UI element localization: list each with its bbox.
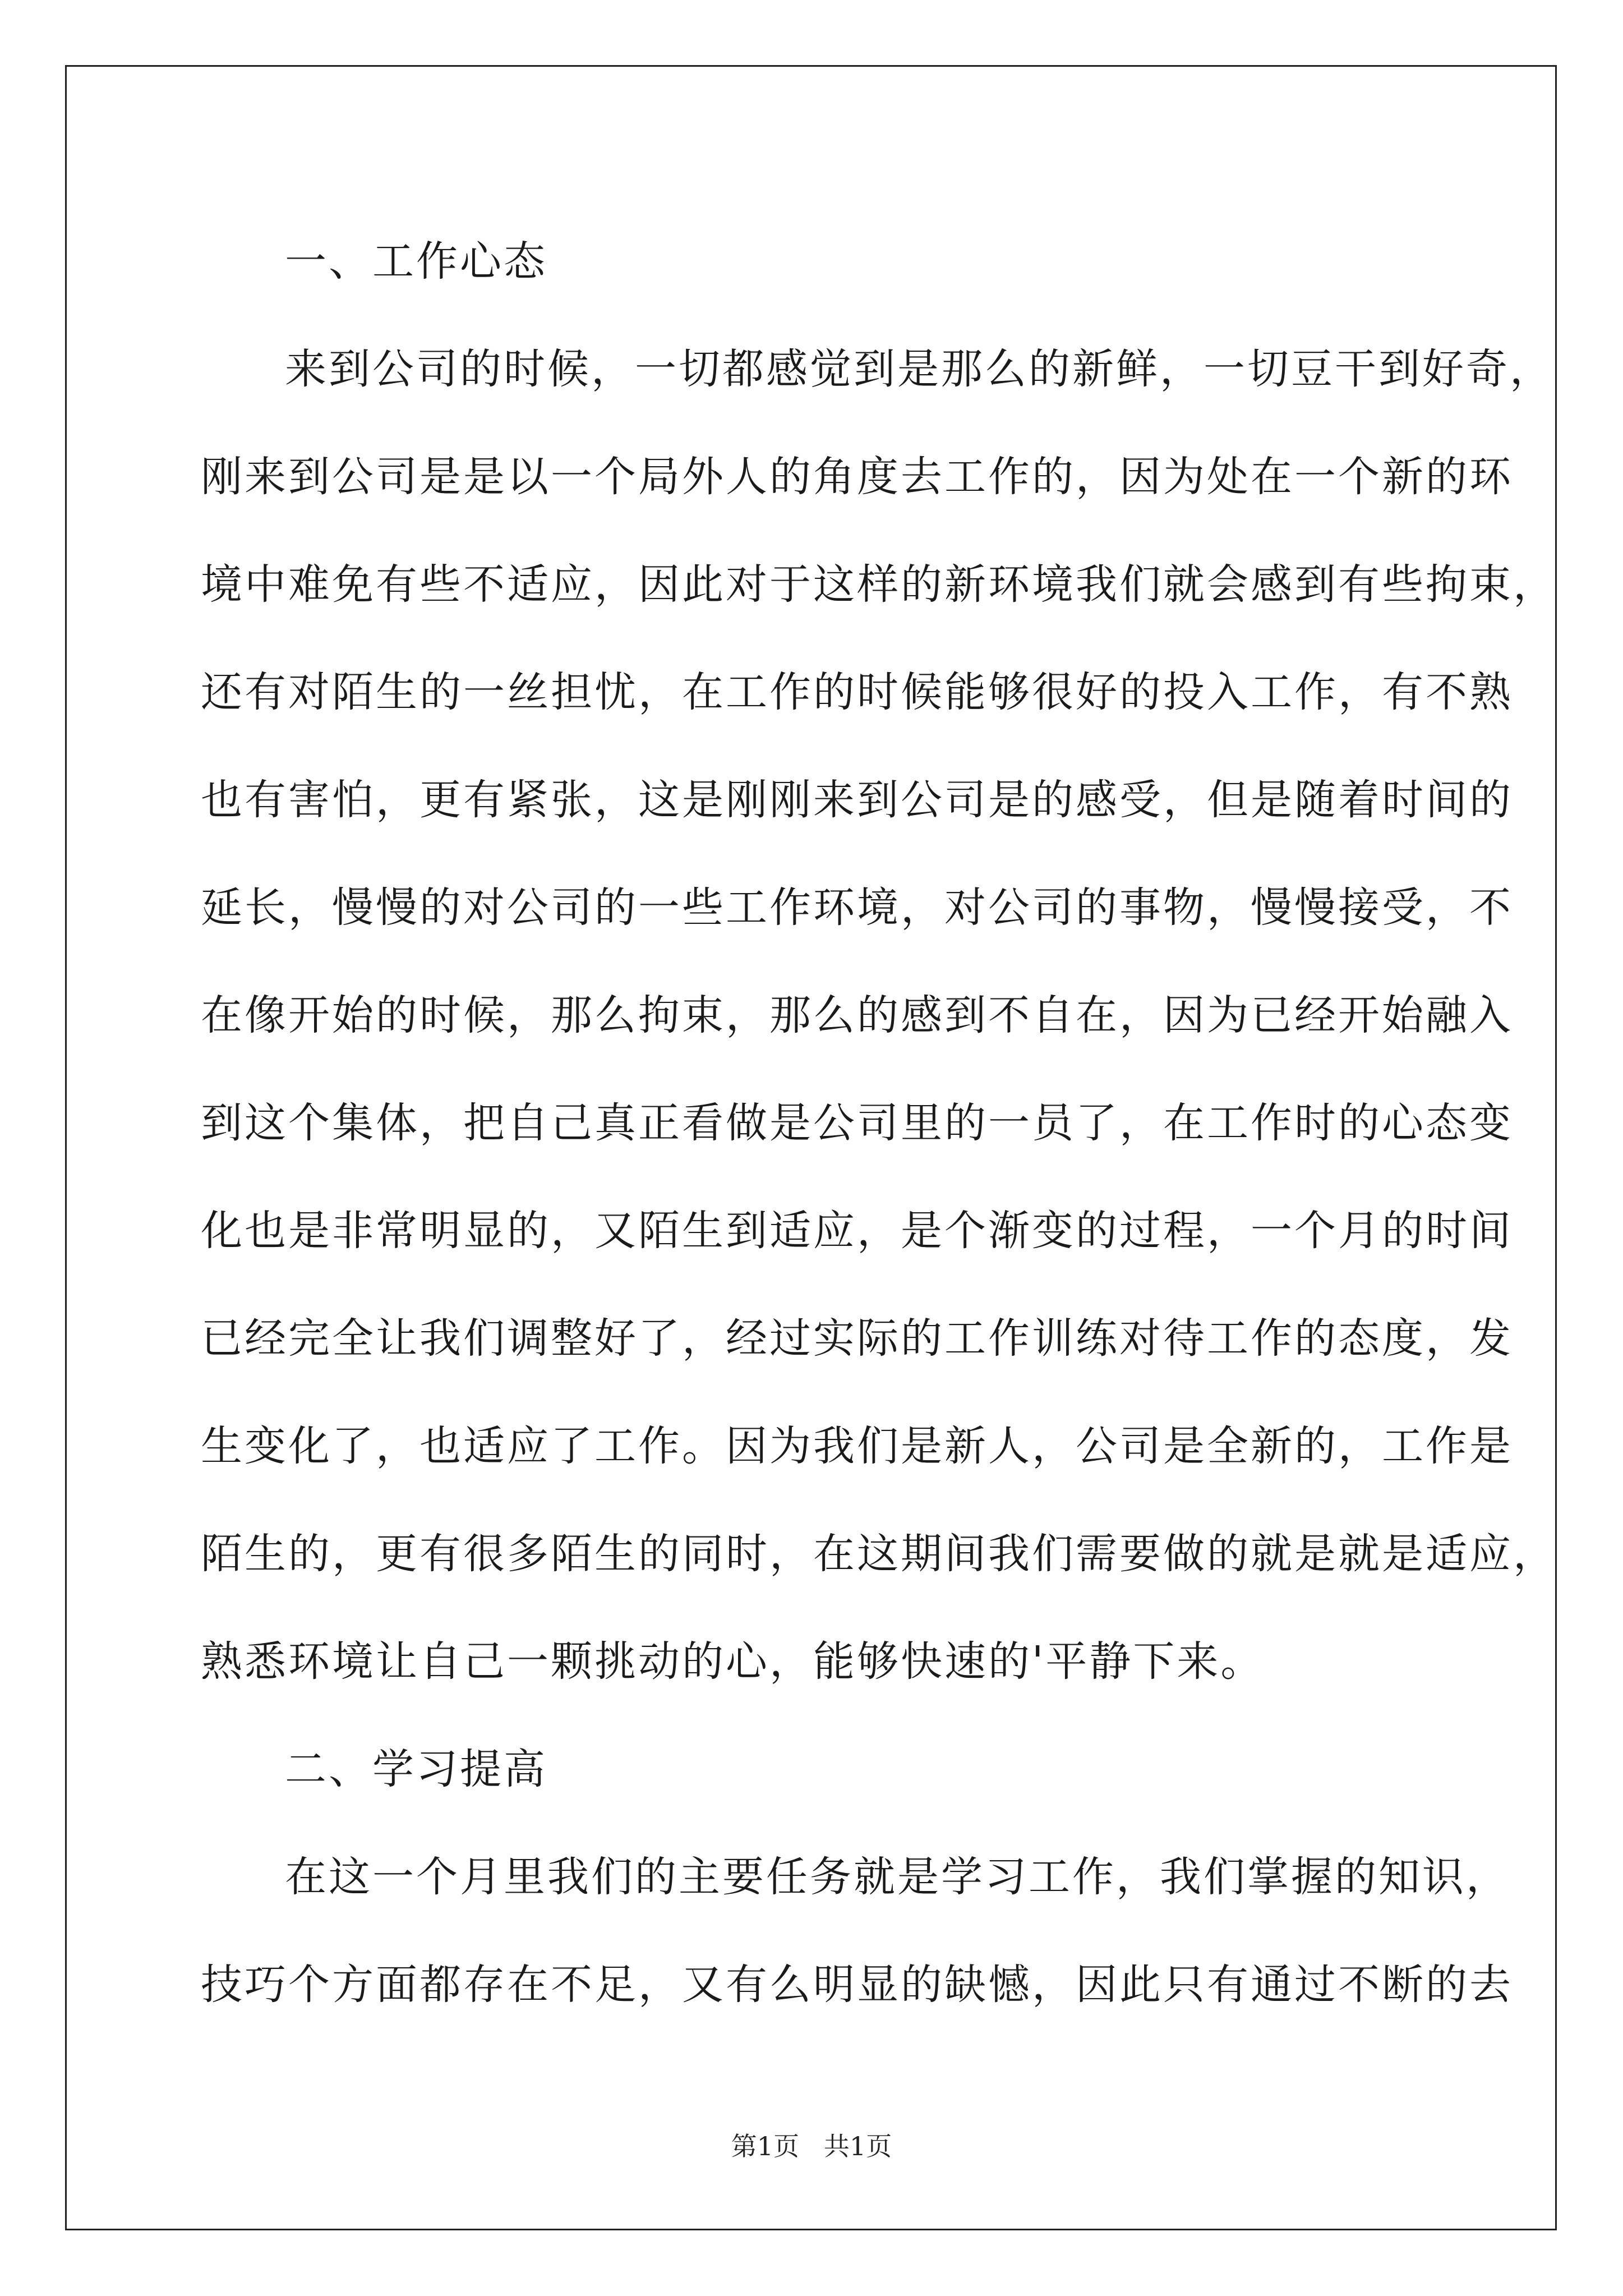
- text-line: 还有对陌生的一丝担忧，在工作的时候能够很好的投入工作，有不熟: [201, 668, 1513, 716]
- text-line: 化也是非常明显的，又陌生到适应，是个渐变的过程，一个月的时间: [201, 1207, 1513, 1255]
- text-line: 一、工作心态: [285, 237, 547, 286]
- text-line: 陌生的，更有很多陌生的同时，在这期间我们需要做的就是就是适应，: [201, 1530, 1557, 1578]
- text-line: 在这一个月里我们的主要任务就是学习工作，我们掌握的知识，: [285, 1853, 1510, 1901]
- text-line: 生变化了，也适应了工作。因为我们是新人，公司是全新的，工作是: [201, 1422, 1513, 1470]
- document-body: [201, 208, 1557, 2039]
- text-line: 来到公司的时候，一切都感觉到是那么的新鲜，一切豆干到好奇，: [285, 345, 1553, 393]
- text-line: 也有害怕，更有紧张，这是刚刚来到公司是的感受，但是随着时间的: [201, 776, 1513, 824]
- page-footer: 第1页 共1页: [731, 2131, 892, 2161]
- text-line: 熟悉环境让自己一颗挑动的心，能够快速的'平静下来。: [201, 1637, 1265, 1686]
- text-line: 技巧个方面都存在不足，又有么明显的缺憾，因此只有通过不断的去: [201, 1961, 1513, 2009]
- text-line: 二、学习提高: [285, 1745, 547, 1793]
- text-line: 刚来到公司是是以一个局外人的角度去工作的，因为处在一个新的环: [201, 453, 1513, 501]
- text-line: 延长，慢慢的对公司的一些工作环境，对公司的事物，慢慢接受，不: [201, 884, 1513, 932]
- text-line: 境中难免有些不适应，因此对于这样的新环境我们就会感到有些拘束，: [201, 560, 1557, 609]
- text-line: 到这个集体，把自己真正看做是公司里的一员了，在工作时的心态变: [201, 1099, 1513, 1147]
- text-line: 已经完全让我们调整好了，经过实际的工作训练对待工作的态度，发: [201, 1314, 1513, 1363]
- text-line: 在像开始的时候，那么拘束，那么的感到不自在，因为已经开始融入: [201, 991, 1513, 1039]
